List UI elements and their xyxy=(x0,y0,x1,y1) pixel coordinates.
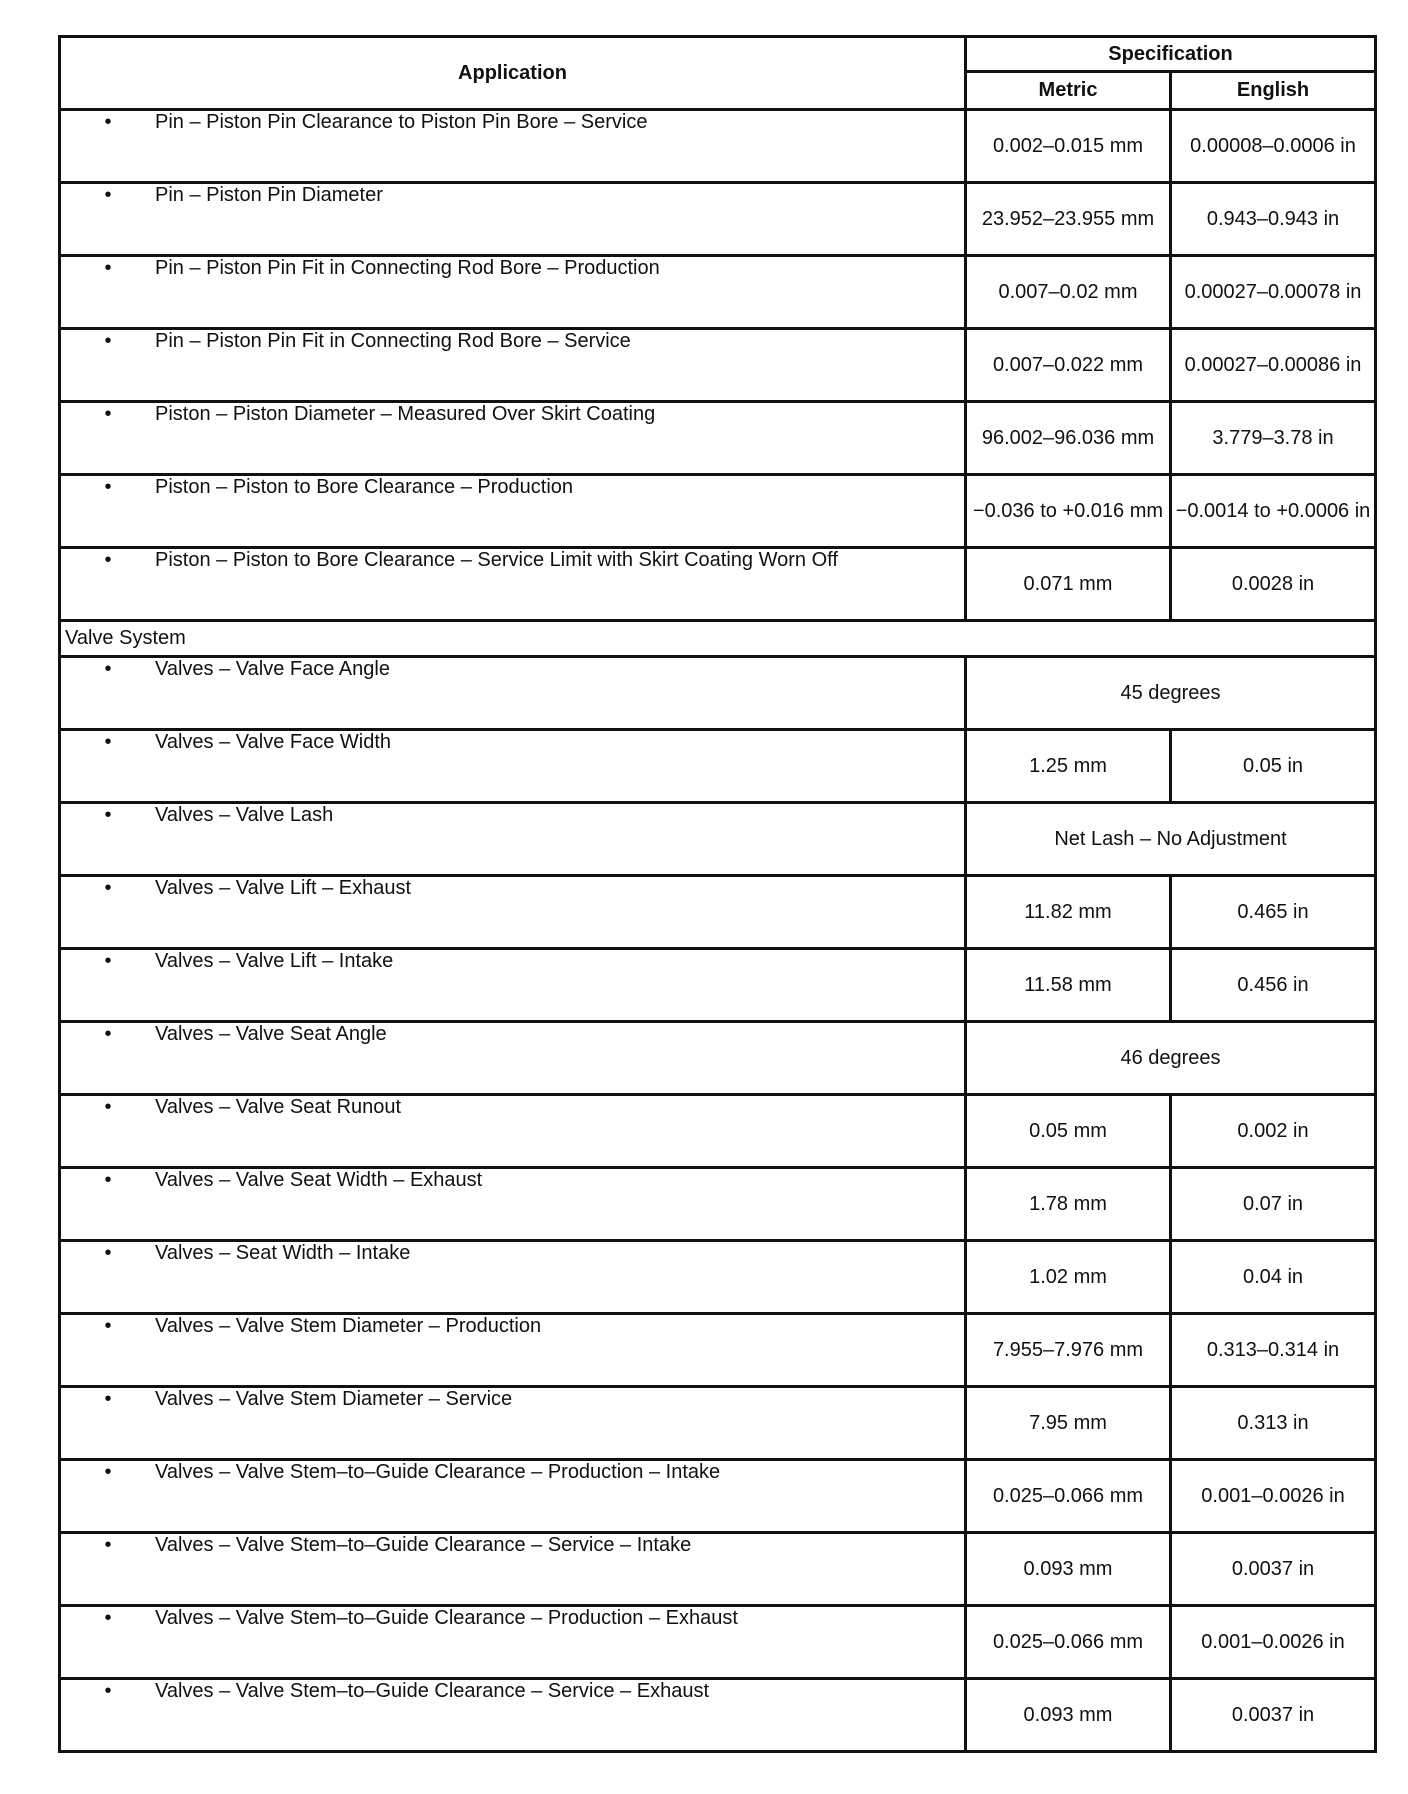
application-label: Piston – Piston to Bore Clearance – Service Limit with Skirt Coating Worn Off xyxy=(155,549,838,571)
table-row xyxy=(60,548,1376,621)
application-label: Valves – Seat Width – Intake xyxy=(155,1242,411,1264)
application-cell xyxy=(60,1241,966,1314)
table-row xyxy=(60,1460,1376,1533)
application-cell xyxy=(60,657,966,730)
metric-value: 11.82 mm xyxy=(966,876,1171,949)
application-cell xyxy=(60,1460,966,1533)
bullet-icon: • xyxy=(104,257,112,279)
piston-rows xyxy=(60,110,1376,621)
application-cell xyxy=(60,803,966,876)
english-value: 0.05 in xyxy=(1171,730,1376,803)
metric-value: 7.95 mm xyxy=(966,1387,1171,1460)
table-row xyxy=(60,949,1376,1022)
english-value: 0.001–0.0026 in xyxy=(1171,1460,1376,1533)
bullet-icon: • xyxy=(104,658,112,680)
bullet-icon: • xyxy=(104,549,112,571)
table-row xyxy=(60,657,1376,730)
application-label: Valves – Valve Lash xyxy=(155,804,334,826)
english-value: 3.779–3.78 in xyxy=(1171,402,1376,475)
table-row xyxy=(60,1241,1376,1314)
application-label: Valves – Valve Stem–to–Guide Clearance – Service – Exhaust xyxy=(155,1680,710,1702)
application-label: Valves – Valve Stem–to–Guide Clearance – Production – Exhaust xyxy=(155,1607,738,1629)
table-row xyxy=(60,1533,1376,1606)
application-label: Piston – Piston to Bore Clearance – Production xyxy=(155,476,574,498)
application-cell xyxy=(60,329,966,402)
bullet-icon: • xyxy=(104,1607,112,1629)
table-row xyxy=(60,110,1376,183)
table-row xyxy=(60,329,1376,402)
table-row xyxy=(60,256,1376,329)
english-value: 0.465 in xyxy=(1171,876,1376,949)
bullet-icon: • xyxy=(104,476,112,498)
english-value: 0.0037 in xyxy=(1171,1533,1376,1606)
table-row xyxy=(60,876,1376,949)
metric-value: 23.952–23.955 mm xyxy=(966,183,1171,256)
application-label: Valves – Valve Seat Width – Exhaust xyxy=(155,1169,483,1191)
application-cell xyxy=(60,475,966,548)
specification-table xyxy=(58,35,1377,1753)
english-value: 0.00008–0.0006 in xyxy=(1171,110,1376,183)
metric-value: 96.002–96.036 mm xyxy=(966,402,1171,475)
table-row xyxy=(60,1314,1376,1387)
table-row xyxy=(60,1022,1376,1095)
application-cell xyxy=(60,1533,966,1606)
metric-value: 0.002–0.015 mm xyxy=(966,110,1171,183)
bullet-icon: • xyxy=(104,1680,112,1702)
metric-value: −0.036 to +0.016 mm xyxy=(966,475,1171,548)
application-label: Valves – Valve Seat Angle xyxy=(155,1023,387,1045)
application-label: Valves – Valve Seat Runout xyxy=(155,1096,402,1118)
bullet-icon: • xyxy=(104,804,112,826)
application-label: Valves – Valve Face Width xyxy=(155,731,392,753)
application-cell xyxy=(60,256,966,329)
application-cell xyxy=(60,1022,966,1095)
english-value: 0.313–0.314 in xyxy=(1171,1314,1376,1387)
section-row xyxy=(60,621,1376,657)
bullet-icon: • xyxy=(104,731,112,753)
application-cell xyxy=(60,949,966,1022)
application-cell xyxy=(60,1387,966,1460)
table-row xyxy=(60,1095,1376,1168)
application-cell xyxy=(60,402,966,475)
metric-value: 7.955–7.976 mm xyxy=(966,1314,1171,1387)
english-value: 0.00027–0.00078 in xyxy=(1171,256,1376,329)
application-label: Pin – Piston Pin Fit in Connecting Rod Bore – Production xyxy=(155,257,660,279)
english-header: English xyxy=(1171,72,1376,110)
bullet-icon: • xyxy=(104,403,112,425)
table-row xyxy=(60,1606,1376,1679)
table-row xyxy=(60,1168,1376,1241)
application-label: Pin – Piston Pin Clearance to Piston Pin Bore – Service xyxy=(155,111,648,133)
application-cell xyxy=(60,1314,966,1387)
table-row xyxy=(60,1679,1376,1752)
english-value: 0.456 in xyxy=(1171,949,1376,1022)
metric-value: 0.007–0.02 mm xyxy=(966,256,1171,329)
english-value: 0.002 in xyxy=(1171,1095,1376,1168)
specification-value: 46 degrees xyxy=(966,1022,1376,1095)
valve-rows xyxy=(60,657,1376,1752)
bullet-icon: • xyxy=(104,330,112,352)
specification-value: 45 degrees xyxy=(966,657,1376,730)
application-label: Pin – Piston Pin Diameter xyxy=(155,184,383,206)
application-label: Valves – Valve Stem Diameter – Production xyxy=(155,1315,542,1337)
bullet-icon: • xyxy=(104,1242,112,1264)
metric-header: Metric xyxy=(966,72,1171,110)
metric-value: 1.78 mm xyxy=(966,1168,1171,1241)
metric-value: 11.58 mm xyxy=(966,949,1171,1022)
table-row xyxy=(60,730,1376,803)
application-label: Valves – Valve Face Angle xyxy=(155,658,390,680)
english-value: 0.001–0.0026 in xyxy=(1171,1606,1376,1679)
metric-value: 0.071 mm xyxy=(966,548,1171,621)
metric-value: 0.093 mm xyxy=(966,1679,1171,1752)
table-row xyxy=(60,183,1376,256)
bullet-icon: • xyxy=(104,1096,112,1118)
application-cell xyxy=(60,1606,966,1679)
application-label: Pin – Piston Pin Fit in Connecting Rod Bore – Service xyxy=(155,330,631,352)
table-row xyxy=(60,402,1376,475)
metric-value: 1.25 mm xyxy=(966,730,1171,803)
application-cell xyxy=(60,183,966,256)
metric-value: 1.02 mm xyxy=(966,1241,1171,1314)
application-label: Valves – Valve Stem Diameter – Service xyxy=(155,1388,513,1410)
application-label: Valves – Valve Stem–to–Guide Clearance – Service – Intake xyxy=(155,1534,692,1556)
application-label: Valves – Valve Lift – Exhaust xyxy=(155,877,412,899)
bullet-icon: • xyxy=(104,1023,112,1045)
bullet-icon: • xyxy=(104,184,112,206)
english-value: −0.0014 to +0.0006 in xyxy=(1171,475,1376,548)
english-value: 0.07 in xyxy=(1171,1168,1376,1241)
section-title: Valve System xyxy=(60,621,1376,657)
english-value: 0.00027–0.00086 in xyxy=(1171,329,1376,402)
metric-value: 0.025–0.066 mm xyxy=(966,1460,1171,1533)
metric-value: 0.05 mm xyxy=(966,1095,1171,1168)
specification-value: Net Lash – No Adjustment xyxy=(966,803,1376,876)
application-label: Valves – Valve Stem–to–Guide Clearance – Production – Intake xyxy=(155,1461,721,1483)
application-cell xyxy=(60,548,966,621)
table-row xyxy=(60,803,1376,876)
bullet-icon: • xyxy=(104,1388,112,1410)
table-header xyxy=(60,37,1376,110)
bullet-icon: • xyxy=(104,877,112,899)
application-cell xyxy=(60,1168,966,1241)
english-value: 0.943–0.943 in xyxy=(1171,183,1376,256)
specification-header: Specification xyxy=(966,37,1376,72)
application-cell xyxy=(60,876,966,949)
metric-value: 0.007–0.022 mm xyxy=(966,329,1171,402)
metric-value: 0.093 mm xyxy=(966,1533,1171,1606)
english-value: 0.04 in xyxy=(1171,1241,1376,1314)
metric-value: 0.025–0.066 mm xyxy=(966,1606,1171,1679)
application-label: Piston – Piston Diameter – Measured Over Skirt Coating xyxy=(155,403,656,425)
bullet-icon: • xyxy=(104,1169,112,1191)
application-cell xyxy=(60,1679,966,1752)
bullet-icon: • xyxy=(104,1461,112,1483)
application-label: Valves – Valve Lift – Intake xyxy=(155,950,394,972)
english-value: 0.0037 in xyxy=(1171,1679,1376,1752)
application-cell xyxy=(60,730,966,803)
english-value: 0.313 in xyxy=(1171,1387,1376,1460)
english-value: 0.0028 in xyxy=(1171,548,1376,621)
application-cell xyxy=(60,1095,966,1168)
bullet-icon: • xyxy=(104,111,112,133)
application-header: Application xyxy=(60,37,966,110)
table-row xyxy=(60,1387,1376,1460)
application-cell xyxy=(60,110,966,183)
valve-section xyxy=(60,621,1376,657)
bullet-icon: • xyxy=(104,950,112,972)
bullet-icon: • xyxy=(104,1315,112,1337)
bullet-icon: • xyxy=(104,1534,112,1556)
table-row xyxy=(60,475,1376,548)
